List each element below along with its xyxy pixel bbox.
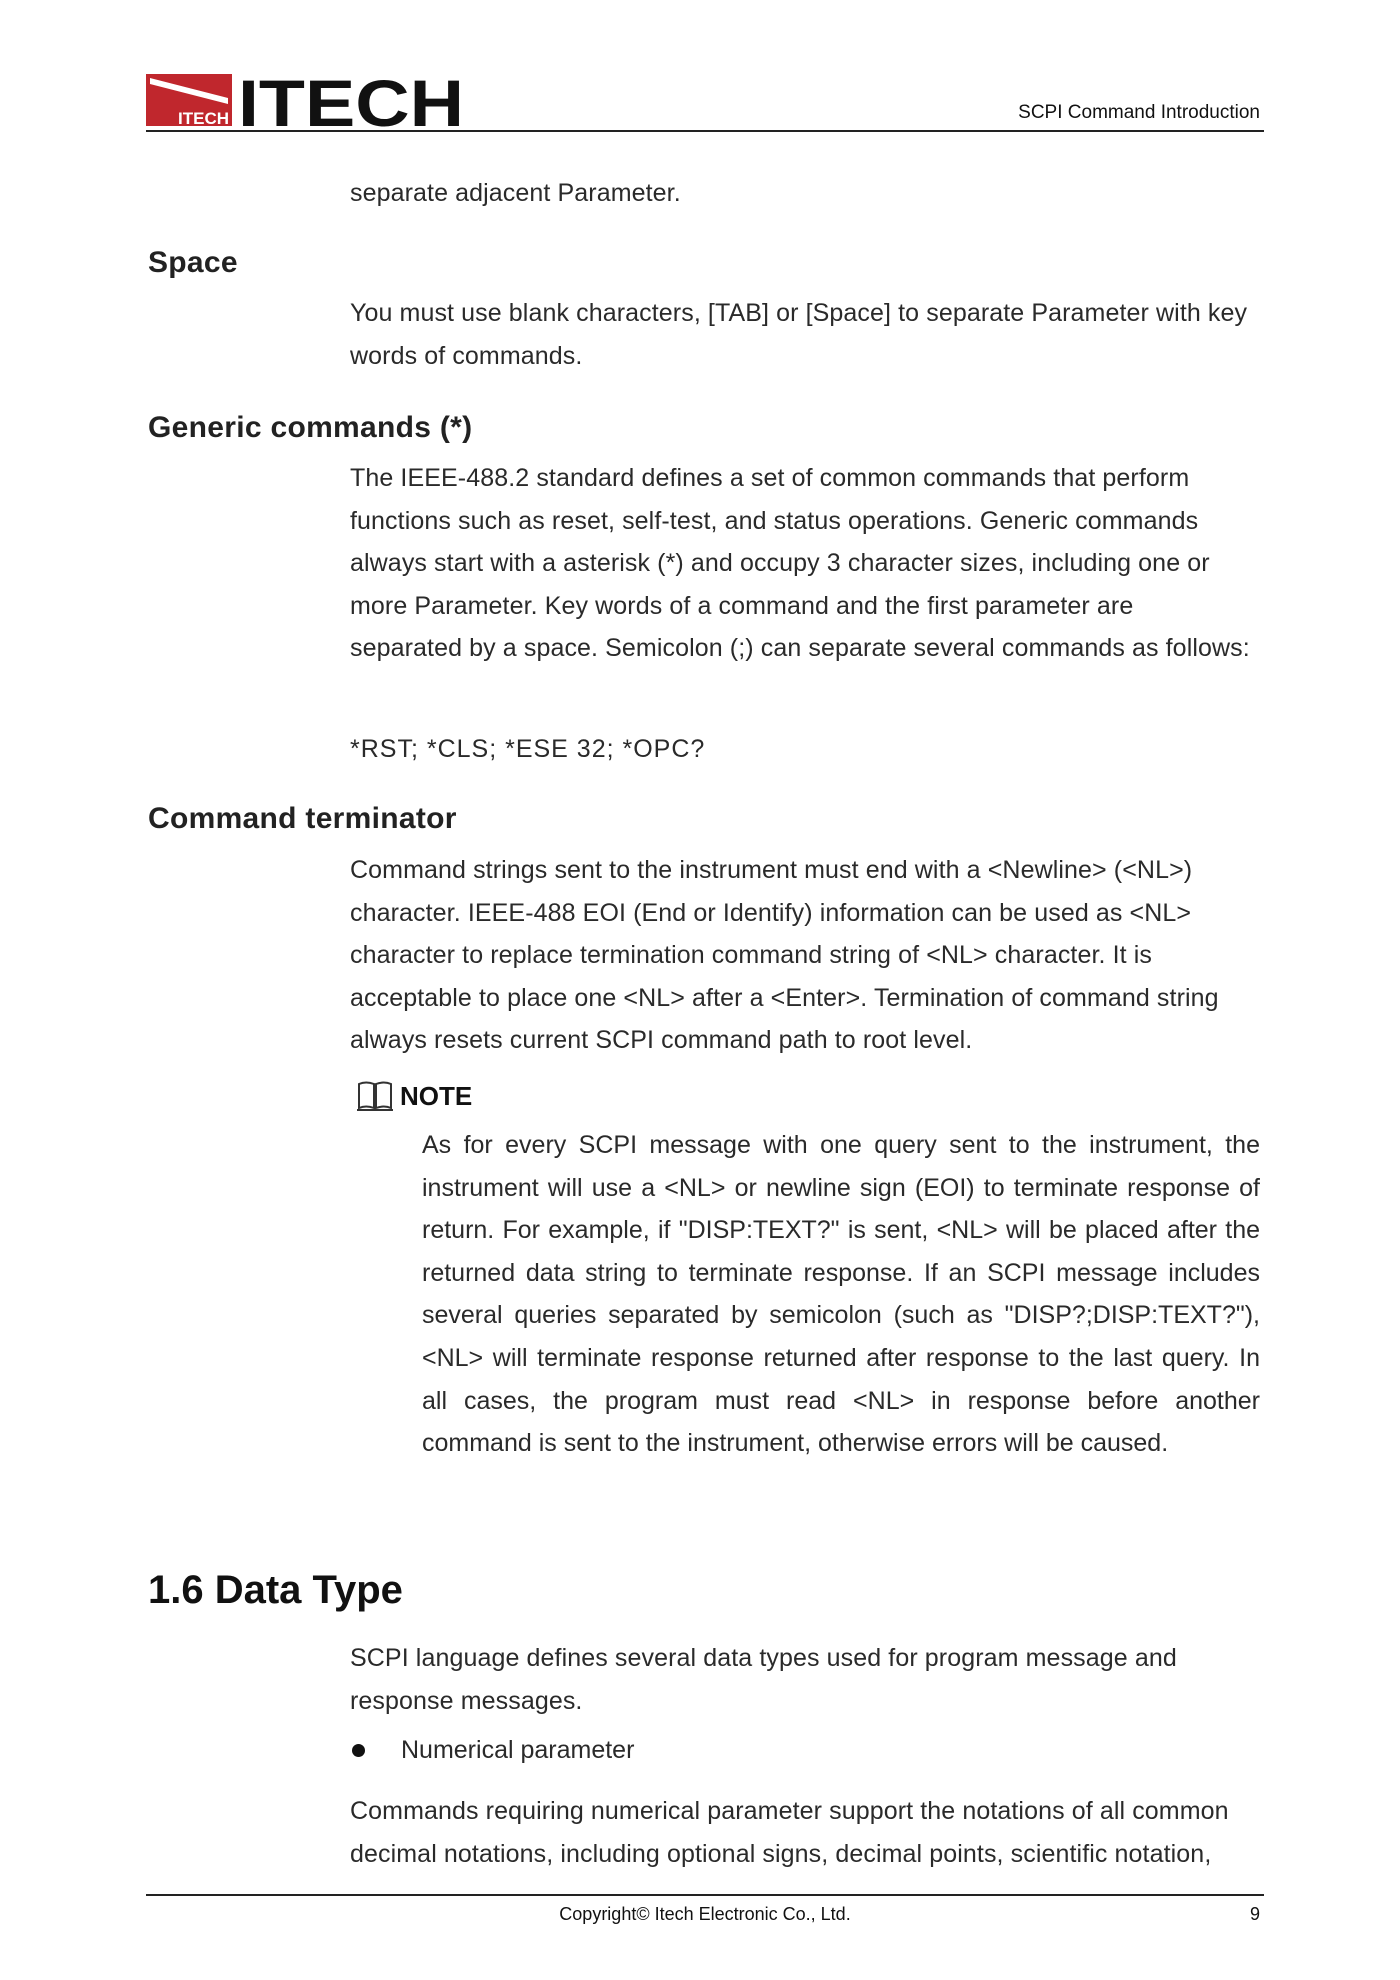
page-number: 9 [1249, 1904, 1260, 1924]
heading-command-terminator: Command terminator [148, 802, 457, 835]
header-title: SCPI Command Introduction [1018, 102, 1260, 123]
page-header [146, 66, 1264, 132]
note-label: NOTE [400, 1080, 473, 1111]
terminator-body: Command strings sent to the instrument must end with a <Newline> (<NL>) character. IEEE-488 EOI (End or Identify) information can be used as <NL> character to replace termination command string of <NL> character. It is acceptable to place one <NL> after a <Enter>. Termination of command string always resets current SCPI command path to root level. [350, 856, 1219, 1055]
itech-logo [146, 70, 466, 130]
generic-body: The IEEE-488.2 standard defines a set of common commands that perform functions such as reset, self-test, and status operations. Generic commands always start with a asterisk (*) and occupy 3 character sizes, including one or more Parameter. Key words of a command and the first parameter are separated by a space. Semicolon (;) can separate several commands as follows: [350, 464, 1250, 663]
logo-small-text: ITECH [178, 109, 229, 128]
footer-copyright: Copyright© Itech Electronic Co., Ltd. [559, 1904, 851, 1924]
intro-fragment: separate adjacent Parameter. [350, 179, 681, 207]
page-footer [146, 1894, 1264, 1924]
data-type-body: SCPI language defines several data types used for program message and response messages. [350, 1644, 1177, 1715]
bullet-label: Numerical parameter [401, 1736, 635, 1764]
bullet-numerical-parameter [352, 1736, 634, 1765]
book-icon [356, 1080, 394, 1112]
generic-example: *RST; *CLS; *ESE 32; *OPC? [350, 735, 706, 763]
note-header [356, 1080, 472, 1112]
heading-data-type: 1.6 Data Type [148, 1568, 403, 1612]
bullet-dot-icon [352, 1744, 365, 1757]
space-body: You must use blank characters, [TAB] or [Space] to separate Parameter with key words of commands. [350, 299, 1248, 370]
heading-space: Space [148, 246, 238, 279]
numerical-parameter-body: Commands requiring numerical parameter support the notations of all common decimal notations, including optional signs, decimal points, scientific notation, [350, 1797, 1229, 1868]
note-body: As for every SCPI message with one query sent to the instrument, the instrument will use a <NL> or newline sign (EOI) to terminate response of return. For example, if "DISP:TEXT?" is sent, <NL> will be placed after the returned data string to terminate response. If an SCPI message includes several queries separated by semicolon (such as "DISP?;DISP:TEXT?"), <NL> will terminate response returned after response to the last query. In all cases, the program must read <NL> in response before another command is sent to the instrument, otherwise errors will be caused. [422, 1131, 1260, 1458]
logo-text: ITECH [238, 70, 464, 130]
heading-generic-commands: Generic commands (*) [148, 411, 473, 444]
